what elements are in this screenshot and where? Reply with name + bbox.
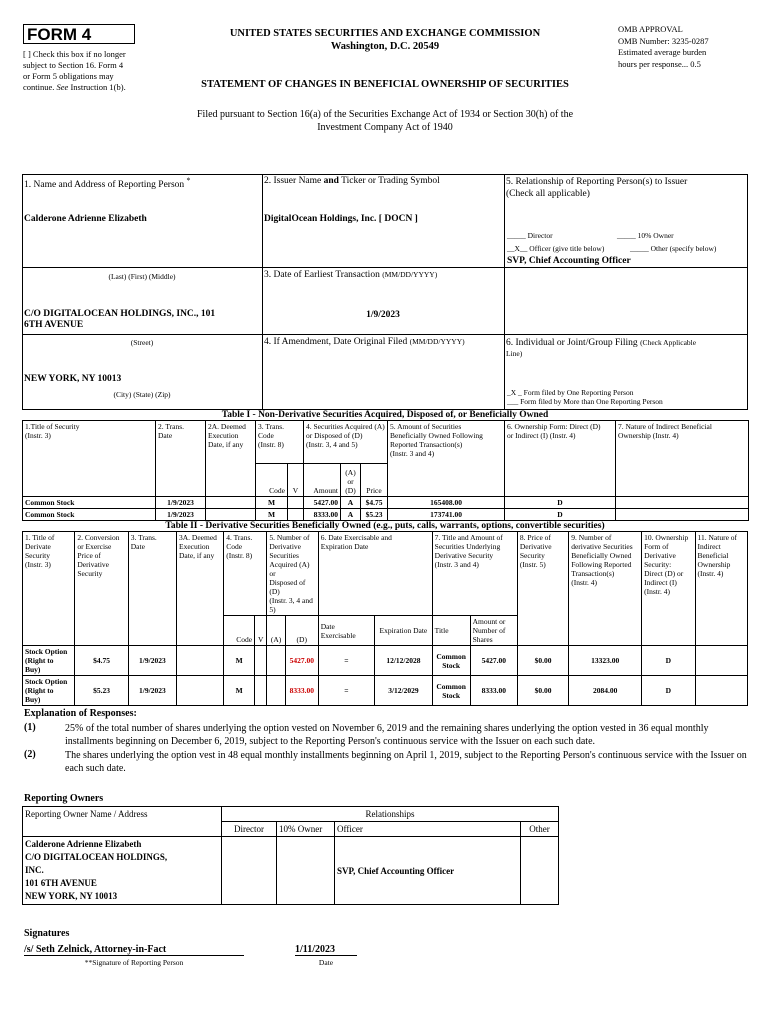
divider [262,334,748,335]
t2-cell-v [255,676,267,706]
t2-cell-code: M [224,676,255,706]
divider [504,174,505,410]
t2-cell-deriv-price: $0.00 [517,676,568,706]
t2-col-date: 3. Trans. Date [128,532,176,646]
note-number: (2) [24,749,36,760]
t2-sub-expiration: Expiration Date [375,616,433,646]
address-line: 6TH AVENUE [24,320,84,330]
t2-cell-exercisable [318,646,374,676]
name-parts-label: (Last) (First) (Middle) [108,272,176,281]
t2-col-underlying: 7. Title and Amount of Securities Underlying Derivative Security (Instr. 3 and 4) [432,532,517,616]
checkbox-note-line: subject to Section 16. Form 4 [23,60,124,70]
t1-cell-ad: A [341,497,361,509]
t2-cell-form: D [642,676,695,706]
box5-label [506,176,746,200]
t1-cell-deemed [206,509,256,521]
table-row [23,509,749,521]
t2-cell-title: Stock Option (Right to Buy) [23,646,75,676]
t1-cell-v [288,509,304,521]
t1-cell-deemed [206,497,256,509]
note-text: 25% of the total number of shares underlying the option vested on November 6, 2019 and the remaining shares underlying the option vested in 36 equal monthly installments beginning on December 6, 2019, subject to the Reporting Person's continuous service with the Issuer on each such date. [65,723,709,747]
omb-line: OMB Number: 3235-0287 [618,35,709,46]
t1-col-acquired: 4. Securities Acquired (A) or Disposed of (D) (Instr. 3, 4 and 5) [304,421,388,464]
explanation-title: Explanation of Responses: [24,708,137,719]
t2-cell-deemed [177,676,224,706]
t2-cell-a [267,646,285,676]
box5-text: 5. Relationship of Reporting Person(s) to Issuer [506,177,688,187]
t2-cell-code: M [224,646,255,676]
note-see: See [56,82,69,92]
t1-cell-ad: A [341,509,361,521]
checkbox-note [23,49,158,93]
t1-cell-title: Common Stock [23,497,156,509]
t1-cell-v [288,497,304,509]
owner-line: INC. [25,865,44,875]
signature-date: 1/11/2023 [295,944,357,956]
t1-cell-code: M [256,509,288,521]
filed-pursuant [100,108,670,134]
table1-title: Table I - Non-Derivative Securities Acquired, Disposed of, or Beneficially Owned [221,410,549,420]
owner-address [23,837,222,905]
table-row [23,497,749,509]
t1-cell-date: 1/9/2023 [156,509,206,521]
t2-cell-u-shares: 8333.00 [470,676,517,706]
t2-cell-a [267,676,285,706]
owners-title: Reporting Owners [24,793,104,804]
owners-col-other: Other [521,822,559,837]
t2-sub-d: (D) [285,616,318,646]
t2-cell-nature [695,646,747,676]
note-text: Instruction 1(b). [68,82,126,92]
t2-col-deemed: 3A. Deemed Execution Date, if any [177,532,224,646]
t1-cell-nature [616,509,749,521]
table-row [23,837,559,905]
t2-sub-code: Code [224,616,255,646]
city-line: NEW YORK, NY 10013 [24,374,122,384]
t1-cell-amount: 5427.00 [304,497,341,509]
city-label: (City) (State) (Zip) [113,390,171,399]
t2-sub-title: Title [432,616,470,646]
owners-header-row [23,807,559,822]
t1-sub-ad: (A) or (D) [341,464,361,497]
filing-one[interactable]: _X _ Form filed by One Reporting Person [507,388,634,397]
t2-sub-shares: Amount or Number of Shares [470,616,517,646]
earliest-date: 1/9/2023 [366,310,400,320]
t2-col-title: 1. Title of Derivate Security (Instr. 3) [23,532,75,646]
owners-col-relationships: Relationships [222,807,559,822]
box6-line [506,337,746,349]
box1-star: * [186,176,191,185]
address [24,309,260,331]
box3-label [264,270,437,280]
box2-text: and [323,176,339,186]
t2-cell-deemed [177,646,224,676]
person-name: Calderone Adrienne Elizabeth [24,214,147,224]
t2-col-code: 4. Trans. Code (Instr. 8) [224,532,267,616]
t2-col-form: 10. Ownership Form of Derivative Security: Direct (D) or Indirect (I) (Instr. 4) [642,532,695,646]
filing-more[interactable]: ___ Form filed by More than One Reporting Person [507,397,663,406]
statement-title: STATEMENT OF CHANGES IN BENEFICIAL OWNERSHIP OF SECURITIES [201,79,569,90]
t2-cell-date: 1/9/2023 [128,676,176,706]
t1-cell-form: D [505,497,616,509]
box6-text: 6. Individual or Joint/Group Filing [506,338,641,348]
officer-title: SVP, Chief Accounting Officer [507,256,631,266]
box2-label [264,176,440,186]
t1-cell-code: M [256,497,288,509]
t2-col-deriv-price: 8. Price of Derivative Security (Instr. 5) [517,532,568,646]
street-label: (Street) [130,338,154,347]
signer-label: **Signature of Reporting Person [84,958,184,967]
owner-officer: SVP, Chief Accounting Officer [335,837,521,905]
t2-col-number: 5. Number of Derivative Securities Acquired (A) or Disposed of (D) (Instr. 3, 4 and 5) [267,532,318,616]
reporting-grid [22,174,748,410]
table-row [23,646,748,676]
checkbox-note-line [23,82,158,93]
t2-col-nature: 11. Nature of Indirect Beneficial Ownership (Instr. 4) [695,532,747,646]
t2-cell-d: 5427.00 [285,646,318,676]
t2-cell-price: $4.75 [75,646,128,676]
table1-header-row [23,421,749,464]
agency-header [180,27,590,53]
omb-line: hours per response... 0.5 [618,58,701,69]
owner-director [222,837,277,905]
owner-line: NEW YORK, NY 10013 [25,891,118,901]
t1-sub-amount: Amount [304,464,341,497]
omb-approval [618,24,758,70]
box3-format: (MM/DD/YYYY) [382,270,438,279]
t2-col-exercisable: 6. Date Exercisable and Expiration Date [318,532,432,616]
t1-col-date: 2. Trans. Date [156,421,206,497]
t1-sub-code: Code [256,464,288,497]
form-title: FORM 4 [23,24,135,44]
table2-title: Table II - Derivative Securities Beneficially Owned (e.g., puts, calls, warrants, options, convertible securities) [165,521,605,531]
t1-cell-price: $4.75 [361,497,388,509]
box1-label-text: 1. Name and Address of Reporting Person [24,180,185,191]
filed-line: Filed pursuant to Section 16(a) of the Securities Exchange Act of 1934 or Section 30(h) of the [196,109,574,120]
box6-label [506,337,746,359]
table-row [23,676,748,706]
t2-cell-exercisable [318,676,374,706]
signer-name: /s/ Seth Zelnick, Attorney-in-Fact [24,944,244,956]
t2-sub-exercisable: Date Exercisable [318,616,374,646]
note-text: The shares underlying the option vest in 48 equal monthly installments beginning on April 1, 2019, subject to the Reporting Person's continuous service with the Issuer on each such date. [65,750,747,774]
divider [22,267,262,268]
t1-cell-price: $5.23 [361,509,388,521]
box2-text: 2. Issuer Name [264,176,324,186]
t2-cell-date: 1/9/2023 [128,646,176,676]
issuer-name: DigitalOcean Holdings, Inc. [ DOCN ] [264,214,418,224]
rel-officer[interactable]: __X__ Officer (give title below) [507,244,605,253]
box5-text: (Check all applicable) [506,189,590,199]
t1-col-nature: 7. Nature of Indirect Beneficial Ownership (Instr. 4) [616,421,749,497]
t1-cell-date: 1/9/2023 [156,497,206,509]
t2-cell-expiration: 3/12/2029 [375,676,433,706]
rel-10pct-owner[interactable]: _____ 10% Owner [617,231,674,240]
t2-cell-v [255,646,267,676]
t2-cell-owned: 13323.00 [569,646,642,676]
t1-cell-amount: 8333.00 [304,509,341,521]
owners-col-10pct: 10% Owner [277,822,335,837]
box1-label [24,176,190,190]
t1-cell-form: D [505,509,616,521]
t2-cell-deriv-price: $0.00 [517,646,568,676]
t2-cell-u-title: Common Stock [432,676,470,706]
t1-col-owned: 5. Amount of Securities Beneficially Owned Following Reported Transaction(s) (Instr. 3 and 4) [388,421,505,497]
filed-line: Investment Company Act of 1940 [317,122,453,133]
address-line: C/O DIGITALOCEAN HOLDINGS, INC., 101 [24,309,216,319]
t2-cell-u-title: Common Stock [432,646,470,676]
t2-cell-d: 8333.00 [285,676,318,706]
agency-name: UNITED STATES SECURITIES AND EXCHANGE COMMISSION [229,28,541,39]
owner-10pct [277,837,335,905]
rel-other[interactable]: _____ Other (specify below) [630,244,717,253]
box6-note: Line) [506,349,523,358]
footnote-marker[interactable]: = [344,686,349,695]
owners-col-officer: Officer [335,822,521,837]
t1-cell-title: Common Stock [23,509,156,521]
box4-format: (MM/DD/YYYY) [409,337,465,346]
t2-col-price: 2. Conversion or Exercise Price of Derivative Security [75,532,128,646]
t1-col-code: 3. Trans. Code (Instr. 8) [256,421,304,464]
box3-text: 3. Date of Earliest Transaction [264,270,383,280]
t2-sub-v: V [255,616,267,646]
checkbox-note-line[interactable]: [ ] Check this box if no longer [23,49,126,59]
omb-line: OMB APPROVAL [618,24,683,34]
date-label: Date [318,958,334,967]
t1-sub-price: Price [361,464,388,497]
t1-cell-owned: 165408.00 [388,497,505,509]
box6-note: (Check Applicable [640,338,697,347]
t2-sub-a: (A) [267,616,285,646]
box2-text: Ticker or Trading Symbol [338,176,440,186]
t2-cell-expiration: 12/12/2028 [375,646,433,676]
t2-col-owned: 9. Number of derivative Securities Beneficially Owned Following Reported Transaction(s) (Instr. 4) [569,532,642,646]
divider [262,174,263,410]
t2-cell-nature [695,676,747,706]
owner-line: Calderone Adrienne Elizabeth [25,839,142,849]
t1-col-form: 6. Ownership Form: Direct (D) or Indirect (I) (Instr. 4) [505,421,616,497]
t2-cell-price: $5.23 [75,676,128,706]
table2-header-row [23,532,748,616]
t2-cell-title: Stock Option (Right to Buy) [23,676,75,706]
t1-col-deemed: 2A. Deemed Execution Date, if any [206,421,256,497]
note-text: continue. [23,82,57,92]
owner-line: C/O DIGITALOCEAN HOLDINGS, [25,852,168,862]
owners-col-director: Director [222,822,277,837]
owners-table [22,806,559,905]
agency-location: Washington, D.C. 20549 [330,41,440,52]
divider [22,334,262,335]
note-number: (1) [24,722,36,733]
checkbox-note-line: or Form 5 obligations may [23,71,114,81]
divider [262,267,748,268]
owner-line: 101 6TH AVENUE [25,878,97,888]
rel-director[interactable]: _____ Director [507,231,553,240]
t2-cell-form: D [642,646,695,676]
t1-cell-nature [616,497,749,509]
t1-col-title: 1.Title of Security (Instr. 3) [23,421,156,497]
table1 [22,420,749,521]
t1-sub-v: V [288,464,304,497]
t2-cell-owned: 2084.00 [569,676,642,706]
box4-label [264,337,465,347]
footnote-marker[interactable]: = [344,656,349,665]
table2 [22,531,748,706]
signatures-title: Signatures [24,928,70,939]
t2-cell-u-shares: 5427.00 [470,646,517,676]
t1-cell-owned: 173741.00 [388,509,505,521]
box4-text: 4. If Amendment, Date Original Filed [264,337,410,347]
owners-col-name: Reporting Owner Name / Address [23,807,222,837]
omb-line: Estimated average burden [618,47,707,57]
owner-other [521,837,559,905]
